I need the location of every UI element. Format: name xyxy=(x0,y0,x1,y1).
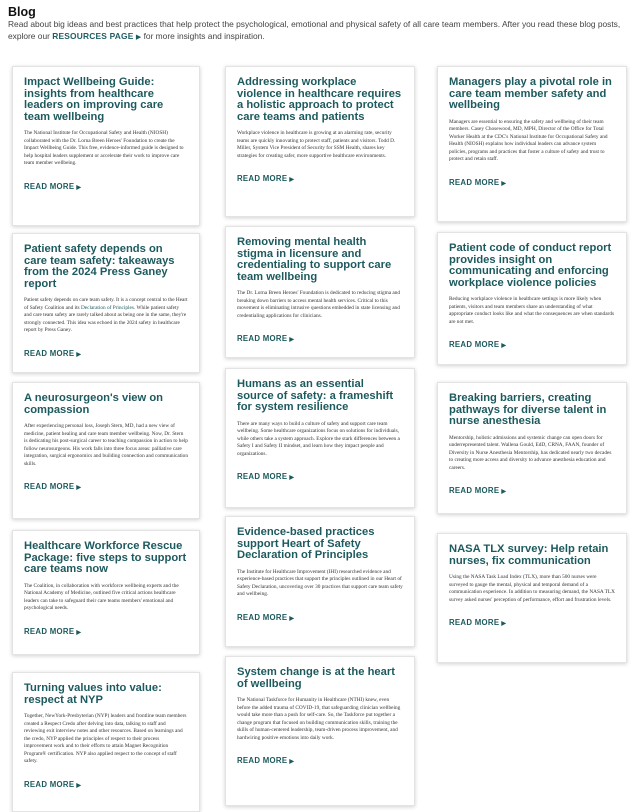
caret-right-icon: ▶ xyxy=(501,621,507,628)
card-title[interactable]: Impact Wellbeing Guide: insights from healthcare leaders on improving care team wellbeing xyxy=(24,76,164,123)
card-summary: Mentorship, holistic admissions and systemic change can open doors for underrepresented talent. Wallena Gould, EdD, CRNA, FAAN, founder of Diversity in Nurse Anesthesia Mentorship, has dedicated nearly two decades to creating more access and diversity to advance anesthesia education and careers. xyxy=(449,434,612,471)
read-more-link[interactable]: READ MORE ▶ xyxy=(24,779,82,789)
card-summary: After experiencing personal loss, Joseph Stern, MD, had a new view of medicine, patient healing and care team member wellbeing. Now, Dr. Stern is dedicating his post-surgical career to teaching compassion in action to help follow neurosurgeons. His work falls into three focus areas: palliative care integration, surgical ergonomics and building connection and communication skills. xyxy=(24,423,188,467)
read-more-link[interactable]: READ MORE ▶ xyxy=(449,486,507,496)
blog-card-impact-wellbeing[interactable] xyxy=(12,66,200,226)
read-more-link[interactable]: READ MORE ▶ xyxy=(24,482,82,492)
card-summary: Workplace violence in healthcare is growing at an alarming rate, security teams are quickly innovating to protect staff, patients and visitors. Todd D. Miller, System Vice President of Security for SSM Health, shares key strategies for creating safer, more supportive healthcare environments. xyxy=(237,130,396,159)
card-summary: Managers are essential to ensuring the safety and wellbeing of their team members. Casey Chosewood, MD, MPH, Director of the Office for Total Worker Health at the CDC's National Institute for Occupational Safety and Health (NIOSH) explains how individual leaders can advance system policies, programs and practices that foster a culture of safety and trust to protect and retain staff. xyxy=(449,118,608,163)
blog-card-workplace-violence[interactable] xyxy=(225,66,415,217)
card-summary: Patient safety depends on care team safety. It is a concept central to the Heart of Safety Coalition and its Declaration of Principles. While patient safety and care team safety are rarely talked about as being one in the same, they're strongly connected. This idea was echoed in the 2024 safety in healthcare report by Press Ganey. xyxy=(24,297,188,334)
read-more-link[interactable]: READ MORE ▶ xyxy=(449,177,507,187)
caret-right-icon: ▶ xyxy=(289,475,295,482)
blog-card-patient-safety[interactable] xyxy=(12,233,200,373)
read-more-link[interactable]: READ MORE ▶ xyxy=(24,626,82,636)
caret-right-icon: ▶ xyxy=(501,180,507,187)
read-more-link[interactable]: READ MORE ▶ xyxy=(449,340,507,350)
caret-right-icon: ▶ xyxy=(76,184,82,191)
card-title[interactable]: Patient safety depends on care team safety: takeaways from the 2024 Press Ganey report xyxy=(24,243,175,290)
card-title[interactable]: Evidence-based practices support Heart of Safety Declaration of Principles xyxy=(237,526,375,562)
read-more-link[interactable]: READ MORE ▶ xyxy=(237,174,295,184)
card-summary: There are many ways to build a culture of safety and support care team wellbeing. Some healthcare organizations focus on solutions for individuals, while others take a system approach. Explore the stark differences between a Safety I and Safety II mindset, and learn how they impact people and organizations. xyxy=(237,420,400,457)
blog-card-neurosurgeon[interactable] xyxy=(12,382,200,519)
blog-card-respect-nyp[interactable] xyxy=(12,672,200,812)
card-title[interactable]: System change is at the heart of wellbeing xyxy=(237,666,395,690)
resources-page-link[interactable]: RESOURCES PAGE xyxy=(52,30,134,41)
caret-right-icon: ▶ xyxy=(289,615,295,622)
read-more-link[interactable]: READ MORE ▶ xyxy=(237,612,295,622)
caret-right-icon: ▶ xyxy=(135,33,142,41)
blog-card-code-of-conduct[interactable] xyxy=(437,232,627,365)
page-title: Blog xyxy=(8,5,36,19)
caret-right-icon: ▶ xyxy=(289,759,295,766)
blog-card-breaking-barriers[interactable] xyxy=(437,382,627,514)
blog-card-humans-safety[interactable] xyxy=(225,368,415,508)
caret-right-icon: ▶ xyxy=(289,177,295,184)
blog-header xyxy=(8,5,630,44)
blog-card-mental-health-stigma[interactable] xyxy=(225,226,415,358)
caret-right-icon: ▶ xyxy=(76,629,82,636)
caret-right-icon: ▶ xyxy=(76,351,82,358)
card-summary: The Coalition, in collaboration with workforce wellbeing experts and the National Academy of Medicine, outlined five critical actions healthcare leaders can take to safeguard their care teams members' emotional and psychological needs. xyxy=(24,582,179,612)
card-summary: Together, NewYork-Presbyterian (NYP) leaders and frontline team members created a Respect Credo after delving into data, talking to staff and reviewing exit interview notes and other resources. Based on learnings and the credo, NYP applied the principles of respect to their process improvement work and to their efforts to attain Magnet Recognition Program® certification. NYP also applied respect to the concept of staff safety. xyxy=(24,713,187,765)
caret-right-icon: ▶ xyxy=(501,343,507,350)
declaration-link[interactable]: Declaration of Principles. xyxy=(80,304,136,311)
card-title[interactable]: Removing mental health stigma in licensure and credentialing to support care team wellbeing xyxy=(237,236,392,283)
card-title[interactable]: Breaking barriers, creating pathways for diverse talent in nurse anesthesia xyxy=(449,392,607,428)
read-more-link[interactable]: READ MORE ▶ xyxy=(449,618,507,628)
card-title[interactable]: Turning values into value: respect at NYP xyxy=(24,682,162,706)
card-title[interactable]: Managers play a pivotal role in care team member safety and wellbeing xyxy=(449,76,612,112)
caret-right-icon: ▶ xyxy=(501,489,507,496)
read-more-link[interactable]: READ MORE ▶ xyxy=(24,181,82,191)
caret-right-icon: ▶ xyxy=(289,337,295,344)
card-summary: The National Institute for Occupational Safety and Health (NIOSH) collaborated with the Dr. Lorna Breen Heroes' Foundation to create the Impact Wellbeing Guide. This free, evidence-informed guide is designed to help hospital leaders supplement or accelerate their work to improve care team member wellbeing. xyxy=(24,130,184,167)
card-title[interactable]: Humans as an essential source of safety: a frameshift for system resilience xyxy=(237,378,394,414)
blog-card-managers[interactable] xyxy=(437,66,627,222)
card-title[interactable]: Addressing workplace violence in healthcare requires a holistic approach to protect care teams and patients xyxy=(237,76,402,123)
read-more-link[interactable]: READ MORE ▶ xyxy=(237,334,295,344)
blog-card-rescue-package[interactable] xyxy=(12,530,200,655)
card-summary: The Institute for Healthcare Improvement (IHI) researched evidence and experience-based practices that support the principles outlined in our Heart of Safety Declaration, uncovering over 30 practices that support care team safety and wellbeing. xyxy=(237,568,403,598)
read-more-link[interactable]: READ MORE ▶ xyxy=(237,756,295,766)
card-summary: The Dr. Lorna Breen Heroes' Foundation is dedicated to reducing stigma and breaking down barriers to access mental health services. Critical to this movement is eliminating intrusive questions embedded in state licensing and credentialing applications for clinicians. xyxy=(237,290,401,319)
card-title[interactable]: Healthcare Workforce Rescue Package: five steps to support care teams now xyxy=(24,540,187,576)
blog-card-evidence-based[interactable] xyxy=(225,516,415,647)
read-more-link[interactable]: READ MORE ▶ xyxy=(24,348,82,358)
caret-right-icon: ▶ xyxy=(76,485,82,492)
intro-text: Read about big ideas and best practices that help protect the psychological, emotional and physical safety of all care team members. After you read these blog posts, explore our RESOURCES PAGE ▶ for more insights and inspiration. xyxy=(8,19,621,41)
card-title[interactable]: Patient code of conduct report provides insight on communicating and enforcing workplace violence policies xyxy=(449,242,612,289)
card-title[interactable]: A neurosurgeon's view on compassion xyxy=(24,392,164,416)
card-summary: The National Taskforce for Humanity in Healthcare (NTHI) knew, even before the added trauma of COVID-19, that safeguarding clinician wellbeing would take more than a push for self-care. So, the Taskforce put together a change program that focused on building communication skills, training the skills of human-centered leadership, team-driven process improvement, and hardwiring positive emotions into daily work. xyxy=(237,697,401,741)
card-summary: Reducing workplace violence in healthcare settings is more likely when patients, visitors and team members share an understanding of what appropriate conduct looks like and what the consequences are when standards are not met. xyxy=(449,296,615,325)
caret-right-icon: ▶ xyxy=(76,782,82,789)
blog-card-system-change[interactable] xyxy=(225,656,415,806)
read-more-link[interactable]: READ MORE ▶ xyxy=(237,472,295,482)
card-summary: Using the NASA Task Load Index (TLX), more than 500 nurses were surveyed to gauge the mental, physical and temporal demand of a communication experience. In addition to measuring demand, the NASA TLX survey asked nurses' perception of performance, effort and frustration levels. xyxy=(449,574,615,603)
blog-card-nasa-tlx[interactable] xyxy=(437,533,627,663)
card-title[interactable]: NASA TLX survey: Help retain nurses, fix communication xyxy=(449,543,609,567)
